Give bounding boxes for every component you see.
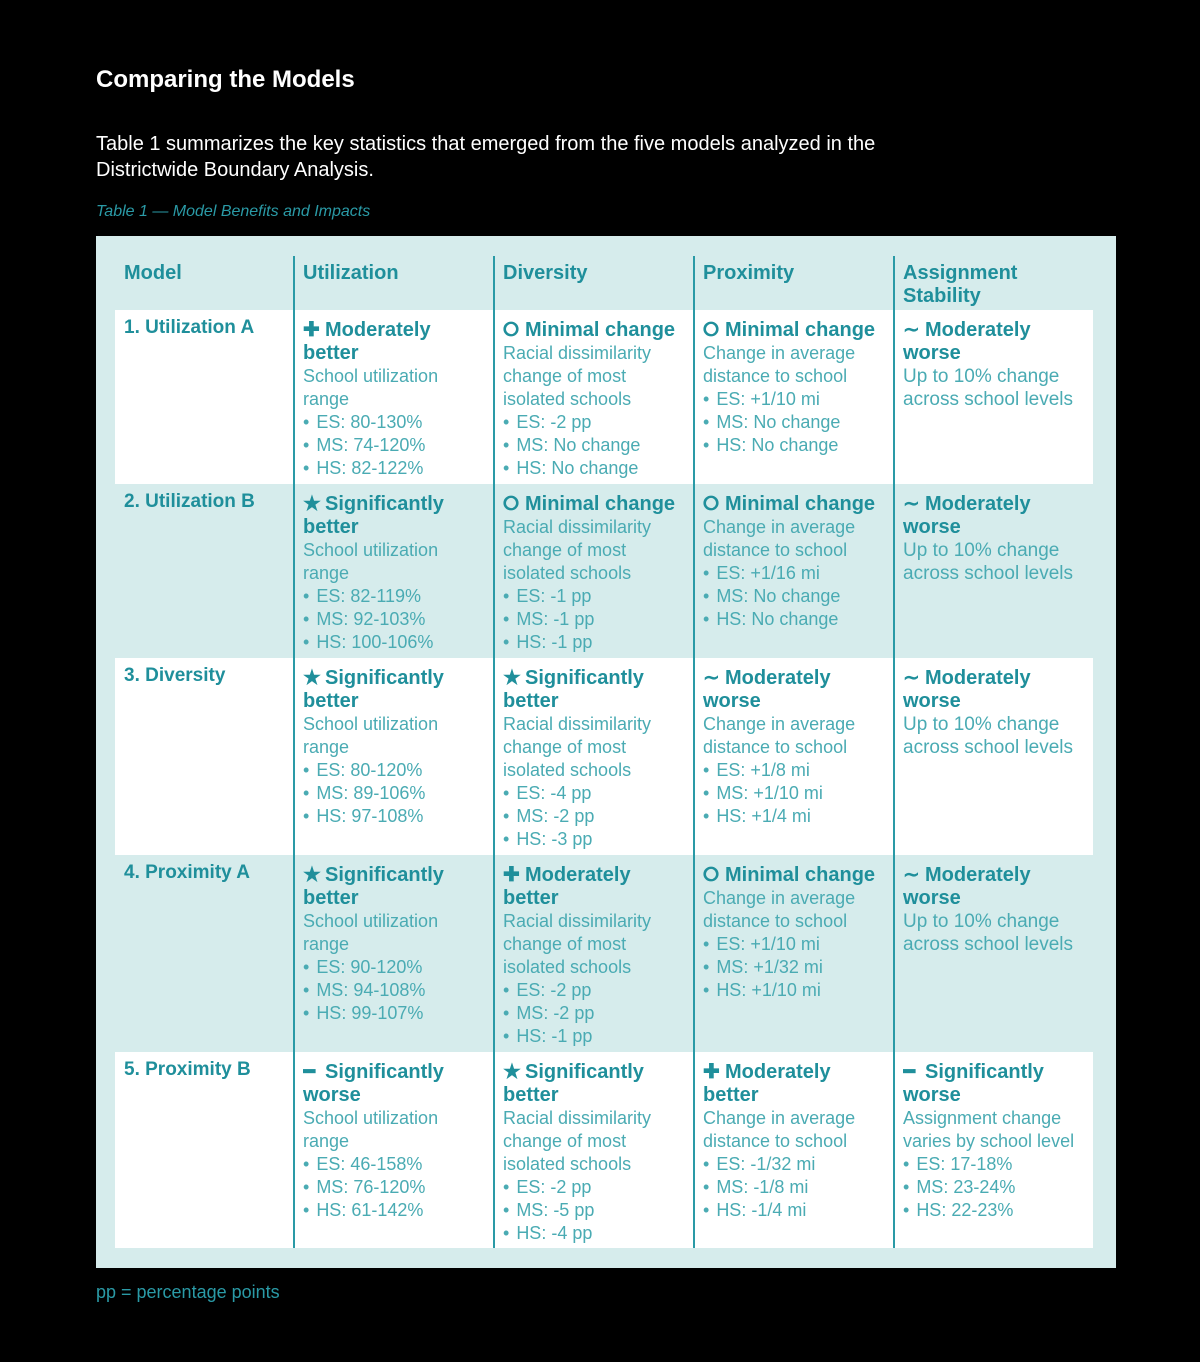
plus-icon: ✚ [703, 1061, 720, 1083]
intro-paragraph: Table 1 summarizes the key statistics that emerged from the five models analyzed in the Districtwide Boundary Analysis. [96, 133, 876, 181]
metric-description: Up to 10% change across school levels [903, 714, 1074, 758]
tilde-icon: ∼ [903, 319, 920, 341]
rating-text: Minimal change [725, 319, 876, 341]
table-cell [503, 864, 689, 1051]
star-icon: ★ [503, 667, 521, 689]
list-item: • ES: 80-130% [303, 411, 489, 434]
model-name: 2. Utilization B [124, 491, 255, 512]
list-item: • MS: 23-24% [903, 1176, 1088, 1199]
rating-label [303, 1061, 489, 1107]
table-cell [303, 667, 489, 854]
metric-description: Assignment change varies by school level [903, 1108, 1075, 1151]
rating-text: Minimal change [525, 319, 676, 341]
rating-label [303, 667, 489, 713]
list-item: • MS: No change [703, 585, 889, 608]
column-divider [293, 256, 295, 1248]
column-divider [493, 256, 495, 1248]
bullet-list [703, 933, 889, 1002]
bullet-list [503, 411, 689, 480]
bullet-list [503, 1176, 689, 1245]
list-item: • ES: +1/10 mi [703, 933, 889, 956]
plus-icon: ✚ [503, 864, 520, 886]
rating-label [703, 493, 889, 516]
metric-description: Change in average distance to school [703, 1108, 856, 1151]
table-cell [703, 667, 889, 854]
rating-label [903, 493, 1088, 539]
rating-label [903, 1061, 1088, 1107]
list-item: • MS: -2 pp [503, 1002, 689, 1025]
list-item: • HS: 99-107% [303, 1002, 489, 1025]
list-item: • ES: -1/32 mi [703, 1153, 889, 1176]
list-item: • ES: -2 pp [503, 1176, 689, 1199]
header-model: Model [124, 262, 182, 284]
header-diversity: Diversity [503, 262, 588, 284]
bullet-list [703, 562, 889, 631]
rating-text: Moderately worse [903, 864, 1031, 909]
list-item: • HS: -1/4 mi [703, 1199, 889, 1222]
rating-text: Moderately better [503, 864, 631, 909]
rating-text: Moderately worse [903, 493, 1031, 538]
list-item: • ES: -2 pp [503, 979, 689, 1002]
bullet-list [503, 782, 689, 851]
metric-description: Change in average distance to school [703, 517, 856, 560]
list-item: • HS: -1 pp [503, 1025, 689, 1048]
list-item: • ES: -1 pp [503, 585, 689, 608]
metric-description: Racial dissimilarity change of most isolated schools [503, 343, 652, 409]
metric-description: Change in average distance to school [703, 888, 856, 931]
rating-label [303, 493, 489, 539]
rating-text: Minimal change [725, 864, 876, 886]
bullet-list [303, 1153, 489, 1222]
star-icon: ★ [303, 864, 321, 886]
rating-text: Significantly better [503, 667, 644, 712]
page-heading: Comparing the Models [96, 66, 355, 93]
table-cell [303, 493, 489, 657]
list-item: • ES: 90-120% [303, 956, 489, 979]
rating-label [903, 864, 1088, 910]
list-item: • HS: +1/4 mi [703, 805, 889, 828]
table-cell [503, 493, 689, 657]
rating-label [503, 667, 689, 713]
list-item: • MS: 74-120% [303, 434, 489, 457]
rating-label [503, 1061, 689, 1107]
list-item: • ES: -2 pp [503, 411, 689, 434]
table-cell [503, 319, 689, 483]
list-item: • ES: 82-119% [303, 585, 489, 608]
list-item: • ES: +1/10 mi [703, 388, 889, 411]
table-cell [703, 319, 889, 483]
minus-icon: ━ [303, 1061, 316, 1083]
table-cell [703, 1061, 889, 1247]
list-item: • HS: 100-106% [303, 631, 489, 654]
column-divider [893, 256, 895, 1248]
list-item: • HS: 82-122% [303, 457, 489, 480]
star-icon: ★ [503, 1061, 521, 1083]
tilde-icon: ∼ [903, 667, 920, 689]
rating-text: Moderately worse [903, 319, 1031, 364]
list-item: • ES: -4 pp [503, 782, 689, 805]
metric-description: School utilization range [303, 1108, 439, 1151]
circle-icon: ⭘ [703, 319, 719, 341]
rating-text: Significantly better [503, 1061, 644, 1106]
bullet-list [703, 759, 889, 828]
list-item: • HS: No change [703, 608, 889, 631]
rating-text: Significantly worse [303, 1061, 444, 1106]
metric-description: Racial dissimilarity change of most isolated schools [503, 1108, 652, 1174]
metric-description: School utilization range [303, 366, 439, 409]
rating-label [303, 864, 489, 910]
rating-label [703, 1061, 889, 1107]
list-item: • HS: 61-142% [303, 1199, 489, 1222]
table-cell [903, 1061, 1088, 1247]
list-item: • MS: -1/8 mi [703, 1176, 889, 1199]
table-cell [503, 667, 689, 854]
bullet-list [303, 411, 489, 480]
list-item: • HS: No change [703, 434, 889, 457]
table-cell [303, 864, 489, 1051]
metric-description: Up to 10% change across school levels [903, 911, 1074, 955]
bullet-list [303, 759, 489, 828]
metric-description: Change in average distance to school [703, 343, 856, 386]
column-divider [693, 256, 695, 1248]
rating-text: Significantly better [303, 493, 444, 538]
bullet-list [703, 1153, 889, 1222]
table-cell [903, 667, 1088, 854]
bullet-list [703, 388, 889, 457]
table-cell [903, 493, 1088, 657]
metric-description: Racial dissimilarity change of most isolated schools [503, 517, 652, 583]
rating-text: Significantly better [303, 667, 444, 712]
metric-description: School utilization range [303, 911, 439, 954]
bullet-list [503, 979, 689, 1048]
list-item: • MS: 76-120% [303, 1176, 489, 1199]
table-cell [903, 864, 1088, 1051]
list-item: • MS: No change [503, 434, 689, 457]
table-cell [703, 864, 889, 1051]
model-name: 4. Proximity A [124, 862, 251, 883]
metric-description: School utilization range [303, 540, 439, 583]
rating-text: Moderately worse [903, 667, 1031, 712]
list-item: • MS: +1/10 mi [703, 782, 889, 805]
list-item: • HS: 97-108% [303, 805, 489, 828]
rating-label [503, 493, 689, 516]
metric-description: Racial dissimilarity change of most isolated schools [503, 714, 652, 780]
header-proximity: Proximity [703, 262, 795, 284]
rating-label [903, 667, 1088, 713]
metric-description: School utilization range [303, 714, 439, 757]
list-item: • HS: -3 pp [503, 828, 689, 851]
table-cell [303, 1061, 489, 1247]
bullet-list [303, 585, 489, 654]
metric-description: Up to 10% change across school levels [903, 366, 1074, 410]
star-icon: ★ [303, 493, 321, 515]
list-item: • ES: +1/8 mi [703, 759, 889, 782]
table-cell [703, 493, 889, 657]
list-item: • ES: 80-120% [303, 759, 489, 782]
list-item: • ES: +1/16 mi [703, 562, 889, 585]
bullet-list [903, 1153, 1088, 1222]
list-item: • HS: 22-23% [903, 1199, 1088, 1222]
model-name: 5. Proximity B [124, 1059, 251, 1080]
rating-label [703, 319, 889, 342]
circle-icon: ⭘ [503, 493, 519, 515]
header-utilization: Utilization [303, 262, 399, 284]
model-name: 1. Utilization A [124, 317, 255, 338]
bullet-list [303, 956, 489, 1025]
list-item: • HS: No change [503, 457, 689, 480]
circle-icon: ⭘ [703, 493, 719, 515]
metric-description: Racial dissimilarity change of most isolated schools [503, 911, 652, 977]
tilde-icon: ∼ [703, 667, 720, 689]
list-item: • ES: 46-158% [303, 1153, 489, 1176]
tilde-icon: ∼ [903, 493, 920, 515]
rating-text: Moderately worse [703, 667, 831, 712]
list-item: • MS: -1 pp [503, 608, 689, 631]
model-name: 3. Diversity [124, 665, 226, 686]
rating-text: Significantly worse [903, 1061, 1044, 1106]
rating-label [303, 319, 489, 365]
rating-label [503, 864, 689, 910]
metric-description: Change in average distance to school [703, 714, 856, 757]
table-cell [503, 1061, 689, 1247]
rating-text: Moderately better [303, 319, 431, 364]
table-caption: Table 1 — Model Benefits and Impacts [96, 203, 371, 220]
list-item: • MS: 94-108% [303, 979, 489, 1002]
table-cell [903, 319, 1088, 483]
plus-icon: ✚ [303, 319, 320, 341]
metric-description: Up to 10% change across school levels [903, 540, 1074, 584]
list-item: • MS: No change [703, 411, 889, 434]
header-assignment-stability: Assignment Stability [903, 262, 1018, 307]
rating-text: Moderately better [703, 1061, 831, 1106]
circle-icon: ⭘ [503, 319, 519, 341]
list-item: • MS: 89-106% [303, 782, 489, 805]
rating-text: Significantly better [303, 864, 444, 909]
list-item: • HS: -4 pp [503, 1222, 689, 1245]
list-item: • HS: -1 pp [503, 631, 689, 654]
rating-label [703, 667, 889, 713]
rating-label [903, 319, 1088, 365]
rating-text: Minimal change [725, 493, 876, 515]
circle-icon: ⭘ [703, 864, 719, 886]
list-item: • MS: 92-103% [303, 608, 489, 631]
rating-label [503, 319, 689, 342]
bullet-list [503, 585, 689, 654]
list-item: • ES: 17-18% [903, 1153, 1088, 1176]
rating-text: Minimal change [525, 493, 676, 515]
table-cell [303, 319, 489, 483]
model-comparison-table [96, 236, 1116, 1268]
list-item: • HS: +1/10 mi [703, 979, 889, 1002]
tilde-icon: ∼ [903, 864, 920, 886]
list-item: • MS: -2 pp [503, 805, 689, 828]
list-item: • MS: +1/32 mi [703, 956, 889, 979]
list-item: • MS: -5 pp [503, 1199, 689, 1222]
rating-label [703, 864, 889, 887]
star-icon: ★ [303, 667, 321, 689]
minus-icon: ━ [903, 1061, 916, 1083]
footnote: pp = percentage points [96, 1282, 280, 1302]
